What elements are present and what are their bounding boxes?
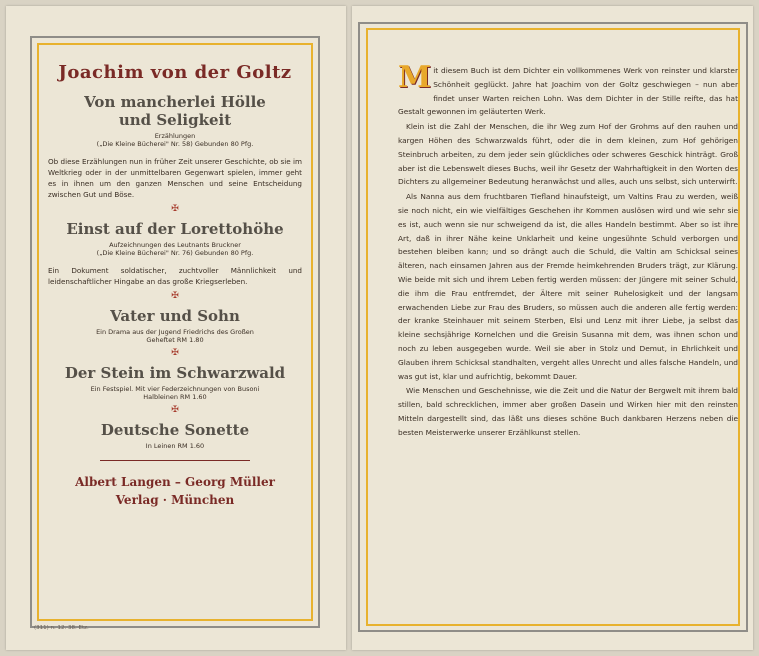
book-title-line: und Seligkeit: [118, 111, 232, 129]
book-entry: [44, 364, 306, 415]
book-title-line: Vater und Sohn: [110, 307, 240, 325]
book-title: [44, 220, 306, 238]
book-subtitle: [44, 132, 306, 148]
book-entry: [44, 421, 306, 450]
book-title-line: Der Stein im Schwarzwald: [64, 364, 286, 382]
book-genre: Erzählungen: [154, 132, 196, 140]
book-description: Ob diese Erzählungen nun in früher Zeit unserer Geschichte, ob sie im Weltkrieg oder in der unmittelbaren Gegenwart spielen, immer geht es in ihnen um den ganzen Menschen und seine Entscheidung zwischen Gut und Böse.: [48, 157, 302, 199]
ornament-icon: ✠: [171, 204, 179, 214]
divider-line: [100, 460, 250, 461]
paragraph: Wie Menschen und Geschehnisse, wie die Zeit und die Natur der Bergwelt mit ihrem bald stillen, bald schrecklichen, immer aber großen Dasein und Wirken hier mit den reinsten Mitteln dargestellt sind, das läßt uns dieses schöne Buch dankbaren Herzens neben die besten Meisterwerke unserer Erzählkunst stellen.: [398, 386, 738, 437]
paragraph: Als Nanna aus dem fruchtbaren Tiefland hinaufsteigt, um Valtins Frau zu werden, weiß sie noch nicht, ein wie vielfältiges Geschehen ihr Kommen auslösen wird und wie sehr sie es ist, auch wenn sie nur schweigend da ist, die alles Handeln bestimmt. Aber so ist ihre Art, daß in ihrer Nähe keine Unklarheit und keine ungesühnte Schuld verborgen und bestehen bleiben kann; und so drängt auch die Schuld, die Valtin am Schicksal seines älteren, nach einsamen Jahren aus der Fremde heimkehrenden Bruders trägt, zur Klärung. Wie beide mit sich und ihrem Leben fertig werden müssen: der Jüngere mit seiner Schuld, die ihm die Frau entfremdet, der Ältere mit seiner Ruhelosigkeit und der langsam erwachenden Liebe zur Frau des Bruders, so müssen auch die anderen alle fertig werden: der kranke Steinhauer mit seinem Sterben, Elsi und Lenz mit ihrer Liebe, ja selbst das kleine sechsjährige Kornelchen und die Greisin Susanna mit dem, was ihnen schon und noch zu leben ausgegeben wurde. Weil sie aber in Stolz und Demut, in Ehrlichkeit und Glauben ihrem Schicksal standhalten, vergeht alles Unrecht und alles falsche Handeln, und was gut ist, klar und aufrichtig, bekommt Dauer.: [398, 192, 738, 381]
decorative-initial: M: [398, 60, 432, 95]
publisher-name: Albert Langen – Georg Müller: [75, 475, 275, 489]
blurb-text: [398, 60, 738, 441]
paragraph: Klein ist die Zahl der Menschen, die ihr Weg zum Hof der Grohms auf den rauhen und kargen Höhen des Schwarzwalds führt, oder die in dem kleinen, zum Hof gehörigen Steinbruch arbeiten, zu dem jeder sein glückliches oder schweres Geschick hinträgt. Groß aber ist die Lebenswelt dieses Buchs, weil ihr Gesetz der Wahrhaftigkeit in den Worten des Dichters zu allgemeiner Bedeutung heranwächst und alles, auch uns selbst, sich unterwirft.: [398, 122, 738, 187]
paragraph-text: it diesem Buch ist dem Dichter ein vollkommenes Werk von reinster und klarster Schönheit geglückt. Jahre hat Joachim von der Goltz geschwiegen – nun aber findet unser Warten reichen Lohn. Was dem Dichter in der Stille reifte, das hat Gestalt gewonnen im geläuterten Werk.: [398, 66, 738, 117]
book-title-line: Von mancherlei Hölle: [84, 93, 266, 111]
book-price: („Die Kleine Bücherei" Nr. 76) Gebunden 80 Pfg.: [96, 249, 254, 257]
book-genre: Ein Drama aus der Jugend Friedrichs des Großen: [96, 328, 254, 336]
book-subtitle: [44, 241, 306, 257]
book-entry: [44, 93, 306, 214]
publisher-imprint: [44, 473, 306, 509]
book-subtitle: [44, 385, 306, 401]
publisher-location: Verlag · München: [115, 493, 235, 507]
print-code: (311) n. 12. 38. Etz.: [34, 625, 89, 631]
book-price: Halbleinen RM 1.60: [143, 393, 207, 401]
book-title: [44, 307, 306, 325]
book-entry: [44, 307, 306, 358]
ornament-icon: ✠: [171, 291, 179, 301]
book-list: [44, 60, 306, 509]
book-genre: Ein Festspiel. Mit vier Federzeichnungen von Busoni: [90, 385, 260, 393]
book-title-line: Einst auf der Lorettohöhe: [66, 220, 284, 238]
book-title: [44, 421, 306, 439]
paragraph: [398, 60, 738, 119]
book-title: [44, 93, 306, 129]
right-page: [352, 6, 753, 650]
author-name: Joachim von der Goltz: [58, 62, 292, 83]
left-page: [6, 6, 346, 650]
book-price: („Die Kleine Bücherei" Nr. 58) Gebunden 80 Pfg.: [96, 140, 254, 148]
book-title-line: Deutsche Sonette: [100, 421, 250, 439]
book-price: Geheftet RM 1.80: [146, 336, 204, 344]
ornament-icon: ✠: [171, 405, 179, 415]
book-subtitle: [44, 442, 306, 450]
book-entry: [44, 220, 306, 301]
ornament-icon: ✠: [171, 348, 179, 358]
book-subtitle: [44, 328, 306, 344]
book-genre: Aufzeichnungen des Leutnants Bruckner: [109, 241, 241, 249]
book-title: [44, 364, 306, 382]
book-description: Ein Dokument soldatischer, zuchtvoller Männlichkeit und leidenschaftlicher Hingabe an das große Kriegserleben.: [48, 266, 302, 286]
book-price: In Leinen RM 1.60: [145, 442, 205, 450]
